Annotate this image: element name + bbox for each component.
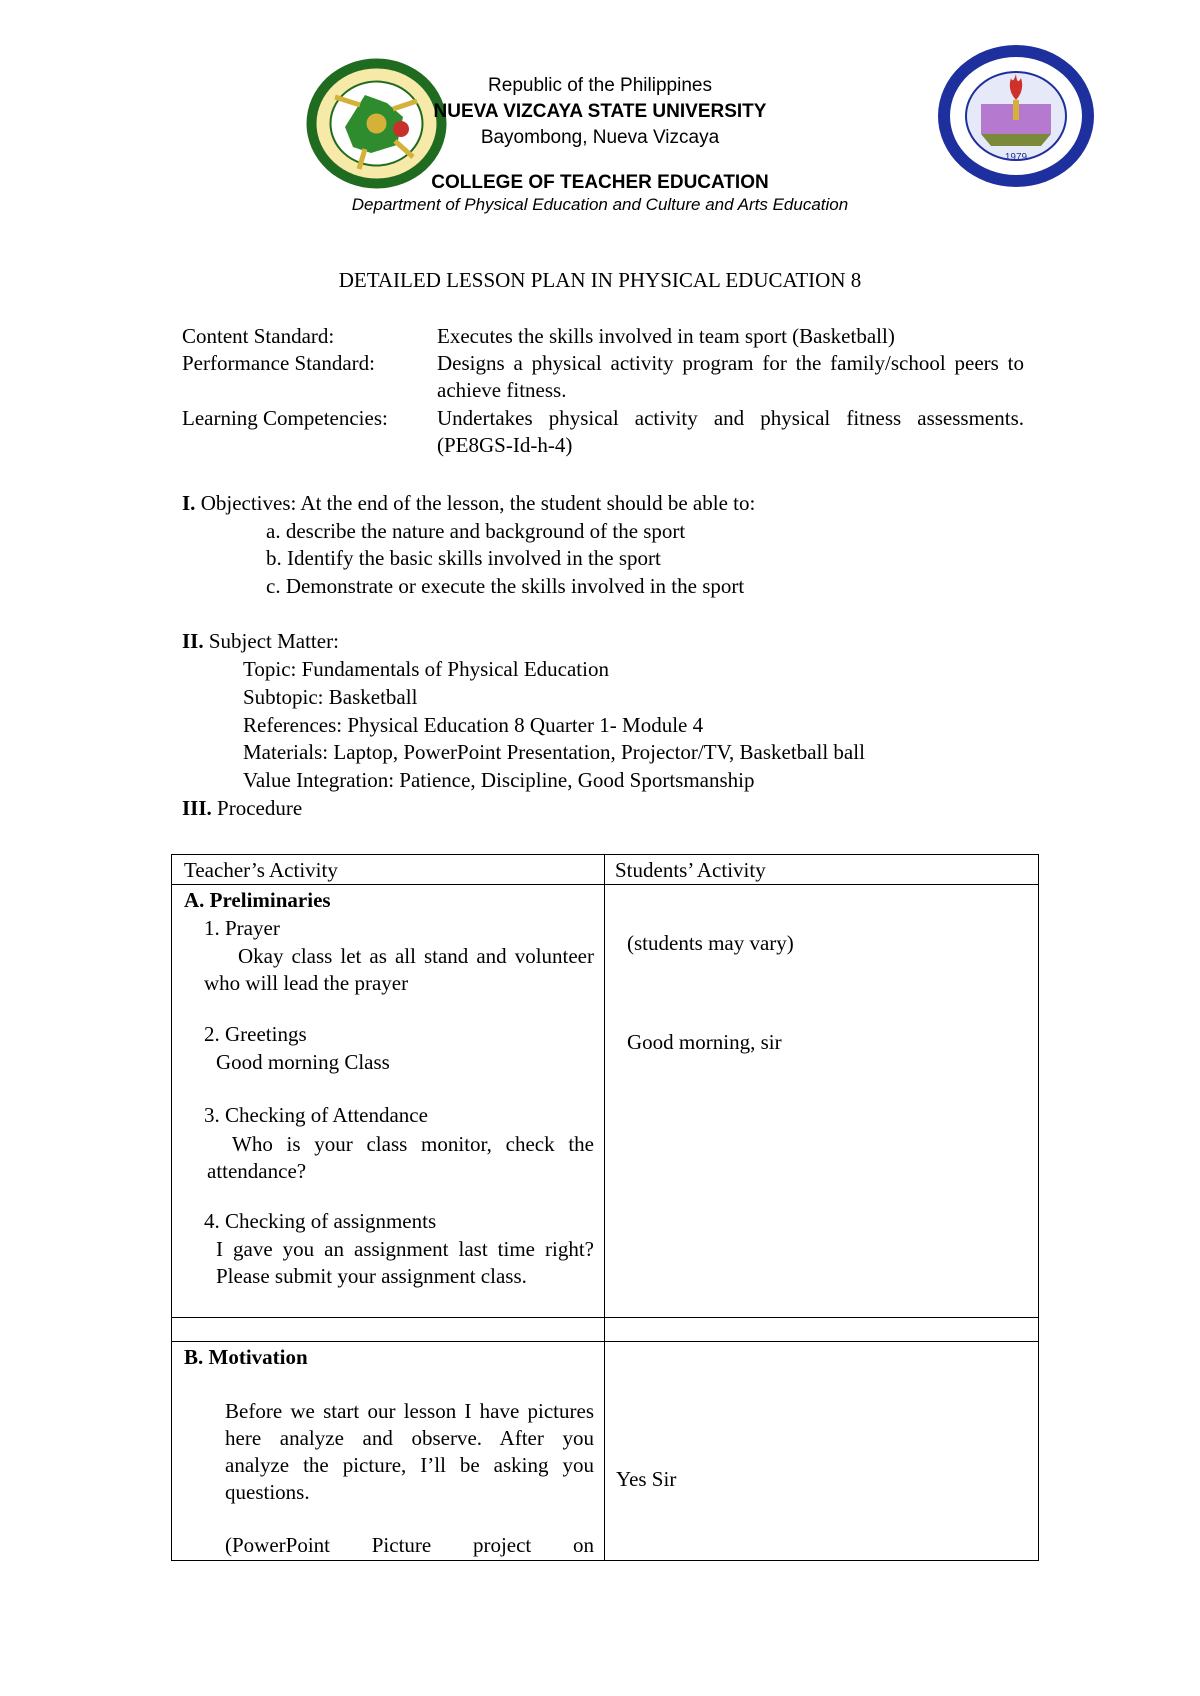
university-location: Bayombong, Nueva Vizcaya xyxy=(480,127,720,148)
procedure-numeral: III. xyxy=(182,796,212,820)
subject-matter-item: Value Integration: Patience, Discipline, Good Sportsmanship xyxy=(243,768,755,792)
assignments-title: 4. Checking of assignments xyxy=(204,1209,437,1233)
preliminaries-row xyxy=(172,885,1039,1318)
motivation-row xyxy=(172,1342,1039,1561)
students-activity-header xyxy=(605,855,1039,885)
subject-matter-item: Materials: Laptop, PowerPoint Presentation, Projector/TV, Basketball ball xyxy=(243,740,865,764)
greetings-text: Good morning Class xyxy=(216,1050,390,1074)
teacher-activity-header xyxy=(172,855,605,885)
college-name: COLLEGE OF TEACHER EDUCATION xyxy=(431,172,769,193)
objectives-heading xyxy=(182,490,755,517)
greetings-title: 2. Greetings xyxy=(204,1022,307,1046)
students-activity-header-text: Students’ Activity xyxy=(615,858,766,882)
lesson-plan-title: DETAILED LESSON PLAN IN PHYSICAL EDUCATION 8 xyxy=(338,268,862,292)
attendance-text: Who is your class monitor, check the attendance? xyxy=(207,1132,594,1183)
subject-matter-numeral: II. xyxy=(182,629,204,653)
table-header-row xyxy=(172,855,1039,885)
department-name: Department of Physical Education and Culture and Arts Education xyxy=(351,195,849,214)
spacer-cell xyxy=(172,1318,605,1342)
objective-item: c. Demonstrate or execute the skills involved in the sport xyxy=(266,574,745,598)
preliminaries-teacher-cell xyxy=(172,885,605,1318)
standard-value: Executes the skills involved in team sport (Basketball) xyxy=(437,324,895,348)
standard-label: Content Standard: xyxy=(182,324,335,348)
motivation-heading: B. Motivation xyxy=(184,1345,308,1369)
spacer-cell xyxy=(605,1318,1039,1342)
motivation-text-continued: (PowerPoint Picture project on xyxy=(225,1533,594,1557)
procedure-label: Procedure xyxy=(217,796,303,820)
procedure-heading xyxy=(182,795,302,822)
cte-seal-year: 1979 xyxy=(1004,152,1028,163)
university-name: NUEVA VIZCAYA STATE UNIVERSITY xyxy=(433,101,767,122)
standard-label: Performance Standard: xyxy=(182,351,376,375)
standard-value: Undertakes physical activity and physical fitness assessments. (PE8GS-Id-h-4) xyxy=(437,406,1024,457)
procedure-table xyxy=(171,854,1039,1561)
subject-matter-item: Topic: Fundamentals of Physical Education xyxy=(243,657,609,681)
objectives-intro: Objectives: At the end of the lesson, the student should be able to: xyxy=(200,491,756,515)
standard-value: Designs a physical activity program for the family/school peers to achieve fitness. xyxy=(437,351,1024,402)
spacer-row xyxy=(172,1318,1039,1342)
motivation-students-cell xyxy=(605,1342,1039,1561)
subject-matter-item: References: Physical Education 8 Quarter 1- Module 4 xyxy=(243,713,704,737)
motivation-text: Before we start our lesson I have pictures here analyze and observe. After you analyze the picture, I’ll be asking you questions. xyxy=(225,1399,594,1504)
subject-matter-heading xyxy=(182,628,339,655)
student-prayer-response: (students may vary) xyxy=(627,931,794,955)
subject-matter-label: Subject Matter: xyxy=(208,629,339,653)
objective-item: b. Identify the basic skills involved in the sport xyxy=(266,546,661,570)
standard-label: Learning Competencies: xyxy=(182,406,388,430)
student-greeting-response: Good morning, sir xyxy=(627,1030,782,1054)
motivation-teacher-cell xyxy=(172,1342,605,1561)
preliminaries-heading: A. Preliminaries xyxy=(184,888,331,912)
attendance-title: 3. Checking of Attendance xyxy=(204,1103,428,1127)
student-motivation-response: Yes Sir xyxy=(616,1467,677,1491)
objectives-numeral: I. xyxy=(182,491,196,515)
prayer-text: Okay class let as all stand and volunteer who will lead the prayer xyxy=(204,944,594,995)
assignments-text: I gave you an assignment last time right? Please submit your assignment class. xyxy=(216,1237,594,1288)
republic-line: Republic of the Philippines xyxy=(488,75,712,96)
teacher-activity-header-text: Teacher’s Activity xyxy=(184,858,338,882)
preliminaries-students-cell xyxy=(605,885,1039,1318)
subject-matter-item: Subtopic: Basketball xyxy=(243,685,418,709)
prayer-title: 1. Prayer xyxy=(204,916,280,940)
objective-item: a. describe the nature and background of the sport xyxy=(266,519,686,543)
